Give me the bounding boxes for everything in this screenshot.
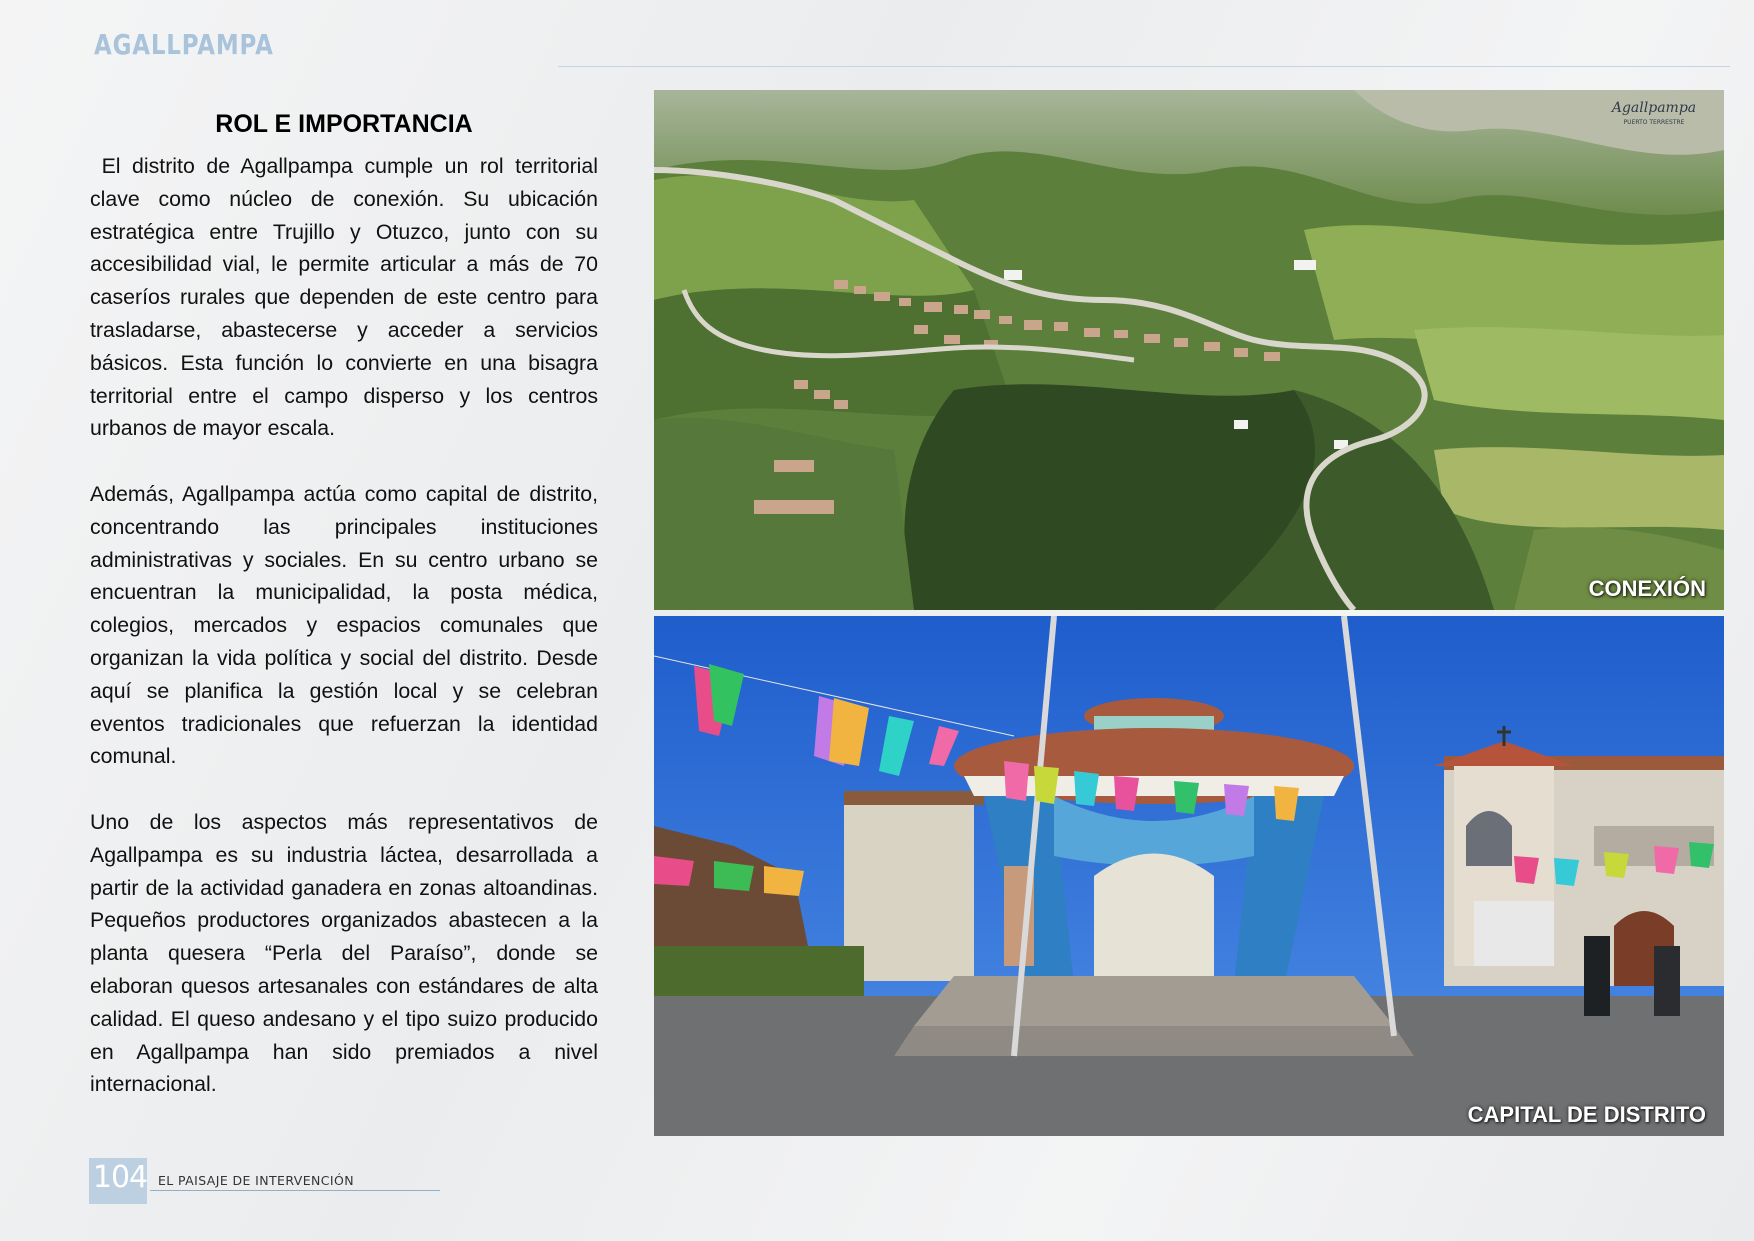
- paragraph-capital: Además, Agallpampa actúa como capital de distrito, concentrando las principales instituciones administrativas y sociales. En su centro urbano se encuentran la municipalidad, la posta médica, colegios, mercados y espacios comunales que organizan la vida política y social del distrito. Desde aquí se planifica la gestión local y se celebran eventos tradicionales que refuerzan la identidad comunal.: [90, 481, 598, 769]
- agallpampa-logo: [1610, 100, 1696, 126]
- footer-section-label: EL PAISAJE DE INTERVENCIÓN: [158, 1173, 354, 1188]
- logo-subtext: PUERTO TERRESTRE: [1623, 119, 1685, 126]
- plaza-gazebo-illustration: [654, 616, 1724, 1136]
- header-divider: [558, 66, 1730, 67]
- page-number: 104: [92, 1160, 148, 1195]
- body-text: [90, 150, 598, 1134]
- photo-caption-district-capital: CAPITAL DE DISTRITO: [1467, 1102, 1706, 1127]
- paragraph-dairy: Uno de los aspectos más representativos de Agallpampa es su industria láctea, desarrollada a partir de la actividad ganadera en zonas altoandinas. Pequeños productores organizados abastecen a la planta quesera “Perla del Paraíso”, donde se elaboran quesos artesanales con estándares de alta calidad. El queso andesano y el tipo suizo producido en Agallpampa han sido premiados a nivel internacional.: [90, 809, 598, 1097]
- paragraph-connection: El distrito de Agallpampa cumple un rol territorial clave como núcleo de conexión. Su ubicación estratégica entre Trujillo y Otuzco, junto con su accesibilidad vial, le permite articular a más de 70 caseríos rurales que dependen de este centro para trasladarse, abastecerse y acceder a servicios básicos. Esta función lo convierte en una bisagra territorial entre el campo disperso y los centros urbanos de mayor escala.: [90, 154, 598, 441]
- aerial-valley-illustration: [654, 90, 1724, 610]
- header-title: AGALLPAMPA: [94, 28, 274, 61]
- footer-divider: [150, 1190, 440, 1191]
- plaza-gazebo-photo: [654, 616, 1724, 1136]
- photo-caption-connection: CONEXIÓN: [1588, 576, 1706, 601]
- section-heading: ROL E IMPORTANCIA: [215, 110, 473, 138]
- logo-text: Agallpampa: [1611, 100, 1697, 116]
- aerial-valley-photo: [654, 90, 1724, 610]
